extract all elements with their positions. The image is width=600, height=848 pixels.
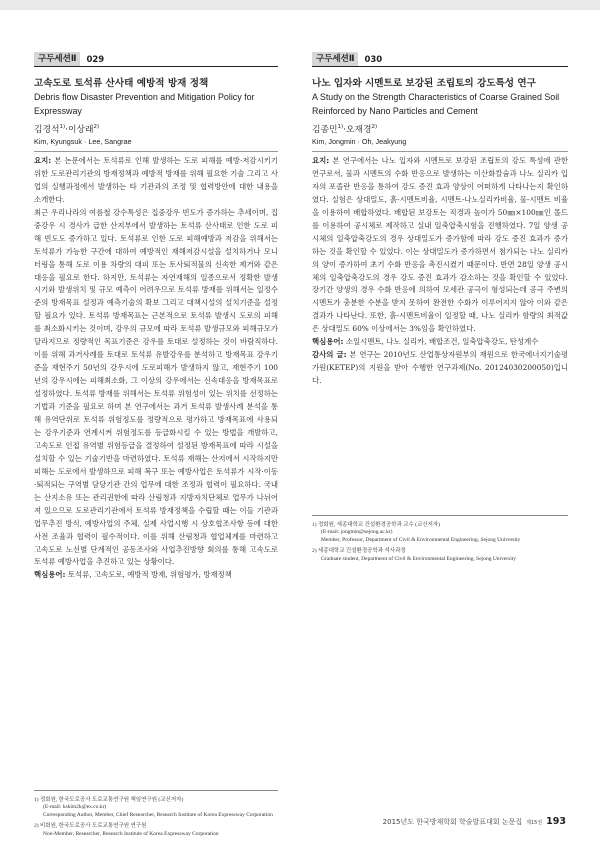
session-tag: 구두세션Ⅱ — [34, 52, 80, 66]
page-footer — [383, 816, 566, 827]
author-2-mark: 2) — [371, 124, 378, 130]
footnote-2-english: Graduate student, Department of Civil & Environmental Engineering, Sejong University — [321, 555, 517, 562]
page-number: 193 — [546, 816, 566, 827]
footnote-1-email: (E-mail: kskim2k@ex.co.kr) — [43, 804, 107, 811]
footnotes-right — [312, 515, 568, 567]
abstract-text: 본 연구에서는 나노 입자와 시멘트로 보강된 조립토의 강도 특성에 관한 연구로서, 물과 시멘트의 수화 반응으로 발생하는 이산화칼슘과 나노 실리카 입자의 포졸란 반응을 통하여 강도 증진 효과 양상이 어떠하게 나타나는지 확인하였다. 실험은 상대밀도, 흙-시멘트비율, 시멘트-나노실리카비율, 물-시멘트 비율을 이용하여 배합하였다. 배합된 보강토는 직경과 높이가 50㎜×100㎜인 몰드를 이용하여 공시체로 제작하고 실내 일축압축시험을 진행하였다. 7일 양생 공시체의 일축압축강도의 경우 상대밀도가 증가함에 따라 강도 증진 효과가 증가하는 것을 확인할 수 있었다. 이는 상대밀도가 증가하면서 첨가되는 나노 실리카의 양이 증가하여 초기 수화 반응을 촉진시켰기 때문이다. 반면 28일 양생 공시체의 일축압축강도의 경우 강도 증진 효과가 감소하는 것을 확인할 수 있었다. 장기간 양생의 경우 수화 반응에 의하여 모세관 공극이 형성되는데 공극 주변의 시멘트가 충분한 수분을 받지 못하여 완전한 수화가 이루어지지 않아 이와 같은 결과가 나타난다. 또한, 흙-시멘트비율이 일정할 때, 나노 실리카 함량의 최적값은 상대밀도 60% 이상에서는 3%임을 확인하였다. — [312, 155, 568, 334]
authors-english: Kim, Kyungsuk · Lee, Sangrae — [34, 136, 278, 152]
paper-body — [312, 155, 568, 388]
title-english: A Study on the Strength Characteristics of Coarse Grained Soil Reinforced by Nano Particles and Cement — [312, 92, 560, 116]
acknowledgement-label: 감사의 글: — [312, 350, 347, 360]
abstract — [312, 155, 568, 336]
footnote-1 — [34, 797, 278, 819]
abstract — [34, 155, 278, 207]
abstract-label: 요지: — [34, 155, 52, 165]
acknowledgement — [312, 349, 568, 388]
paper-left — [34, 50, 278, 582]
footnotes-left — [34, 790, 278, 842]
author-2: ·이상래 — [65, 124, 94, 135]
footnote-1-affiliation: 1) 정회원, 한국도로공사 도로교통연구원 책임연구원 (교신저자) — [34, 797, 184, 803]
footnote-1 — [312, 522, 568, 544]
footnote-2-affiliation: 2) 비회원, 한국도로공사 도로교통연구원 연구원 — [34, 823, 147, 830]
author-2-mark: 2) — [93, 124, 100, 130]
footnote-2 — [312, 548, 568, 563]
keywords-label: 핵심용어: — [34, 570, 66, 580]
authors-korean — [34, 121, 278, 136]
author-1: 김종민 — [312, 124, 338, 135]
footnote-1-email: (E-mail: jongmin@sejong.ac.kr) — [321, 529, 393, 536]
session-header — [312, 50, 568, 67]
author-1: 김경석 — [34, 124, 60, 135]
paper-body — [34, 155, 278, 582]
authors-english: Kim, Jongmin · Oh, Jeakyung — [312, 136, 568, 152]
volume-mark: 제15권 — [526, 820, 543, 826]
keywords-text: 토석류, 고속도로, 예방적 방재, 위험평가, 방재정책 — [65, 570, 232, 580]
keywords-label: 핵심용어: — [312, 337, 344, 347]
abstract-label: 요지: — [312, 155, 330, 165]
paper-number: 030 — [364, 55, 383, 65]
footnote-2 — [34, 823, 278, 838]
abstract-text: 본 논문에서는 토석류로 인해 발생하는 도로 피해를 예방·저감시키기 위한 도로관리기관의 방재정책과 예방적 방재를 위해 필요한 기술 그리고 사업의 실행과정에서 발생하는 타 기관과의 조정 및 협력방안에 대한 내용을 소개한다. — [34, 155, 278, 204]
keywords — [34, 569, 278, 582]
paper-right — [312, 50, 568, 388]
keywords — [312, 336, 568, 349]
title-korean: 나노 입자와 시멘트로 보강된 조립토의 강도특성 연구 — [312, 78, 536, 89]
top-band — [0, 0, 600, 10]
title-english: Debris flow Disaster Prevention and Mitigation Policy for Expressway — [34, 92, 255, 116]
footnote-1-affiliation: 1) 정회원, 세종대학교 건설환경공학과 교수 (교신저자) — [312, 522, 441, 528]
session-header — [34, 50, 278, 67]
footnote-1-english: Member, Professor, Department of Civil & Environmental Engineering, Sejong University — [321, 536, 521, 543]
paper-number: 029 — [86, 55, 105, 65]
footnote-1-english: Corresponding Author, Member, Chief Researcher, Research Institute of Korea Expressway Corporation — [43, 811, 273, 818]
author-1-mark: 1) — [59, 124, 66, 130]
author-1-mark: 1) — [337, 124, 344, 130]
body-paragraph: 최근 우리나라의 여름철 강수특성은 집중강우 빈도가 증가하는 추세이며, 집중강우 시 경사가 급한 산지부에서 발생하는 토석류 산사태로 인한 도로 피해 빈도도 증가하고 있다. 토석류로 인한 도로 피해예방과 저감을 위해서는 토석류가 가능한 구간에 대하여 예방적인 재해저감시설을 설치하거나 모니터링을 통해 도로 이용 차량의 대피 또는 토사퇴적물의 신속한 제거와 같은 대응을 필요로 한다. 하지만, 토석류는 자연재해의 일종으로서 정확한 발생시기와 발생위치 및 규모 예측이 어려우므로 토석류 방재를 위해서는 일정수준의 방재목표 설정과 예측기술의 확보 그리고 대책시설의 설치기준을 설정할 필요가 있다. 토석류 방재목표는 근본적으로 토석류 발생시 도로의 피해를 최소화시키는 것이며, 강우의 규모에 따라 토석류 발생규모와 피해규모가 달라지므로 정량적인 목표기준은 강우를 토대로 설정하는 것이 바람직하다. 이를 위해 과거사례를 토대로 토석류 유발강우를 분석하고 방재목표 강우기준을 재현주기 50년의 강우시에 도로피해가 발생하지 않고, 재현주기 100년의 강우시에는 피해최소화, 그 이상의 강우에서는 신속대응을 방재목표로 설정하였다. 토석류 방재를 위해서는 토석류 위험성이 있는 위치를 선정하는 기법과 기준을 필요로 하며 본 연구에서는 과거 토석류 발생사례 분석을 통해 유역단위로 토석류 위험정도를 정량적으로 평가하고 방재목표에 사용되는 강우기준과 연계시켜 위험정도를 등급화시킬 수 있는 방법을 개발하고, 고속도로 인접 유역별 위험등급을 결정하여 설정된 방재목표에 따라 시설을 설치할 수 있는 기술기반을 마련하였다. 토석류 재해는 산지에서 시작하지만 피해는 도로에서 발생하므로 피해 복구 또는 예방사업은 토석류가 시작·이동·퇴적되는 구역별 담당기관 간의 업무에 대한 조정과 협력이 필요하다. 국내는 산지소유 또는 관리권한에 따라 산림청과 지방자치단체로 업무가 나뉘어져 있으므로 도로관리기관에서 토석류 방재정책을 수립할 때는 이들 기관과 업무추진 방식, 예방사업의 주체, 실제 사업시행 시 상호협조사항 등에 대한 사전 조율과 협력이 필수적이다. 이를 위해 산림청과 협업체계를 마련하고 고속도로 노선별 단계적인 공동조사와 사업추진방향 회의를 통해 고속도로 토석류 예방사업을 추진하고 있는 상황이다. — [34, 207, 278, 567]
proceedings-title: 2015년도 한국방재학회 학술발표대회 논문집 — [382, 818, 523, 826]
footnote-2-english: Non-Member, Researcher, Research Institute of Korea Expressway Corporation — [43, 830, 219, 837]
title-korean: 고속도로 토석류 산사태 예방적 방재 정책 — [34, 78, 209, 89]
keywords-text: 소일시멘트, 나노 실리카, 배합조건, 일축압축강도, 탄성계수 — [343, 337, 539, 347]
session-tag: 구두세션Ⅱ — [312, 52, 358, 66]
acknowledgement-text: 본 연구는 2010년도 산업통상자원부의 재원으로 한국에너지기술평가원(KETEP)의 지원을 받아 수행한 연구과제(No. 20124030200050)입니다. — [312, 350, 569, 386]
footnote-2-affiliation: 2) 세종대학교 건설환경공학과 석사과정 — [312, 548, 406, 555]
author-2: ·오재경 — [343, 124, 372, 135]
authors-korean — [312, 121, 568, 136]
